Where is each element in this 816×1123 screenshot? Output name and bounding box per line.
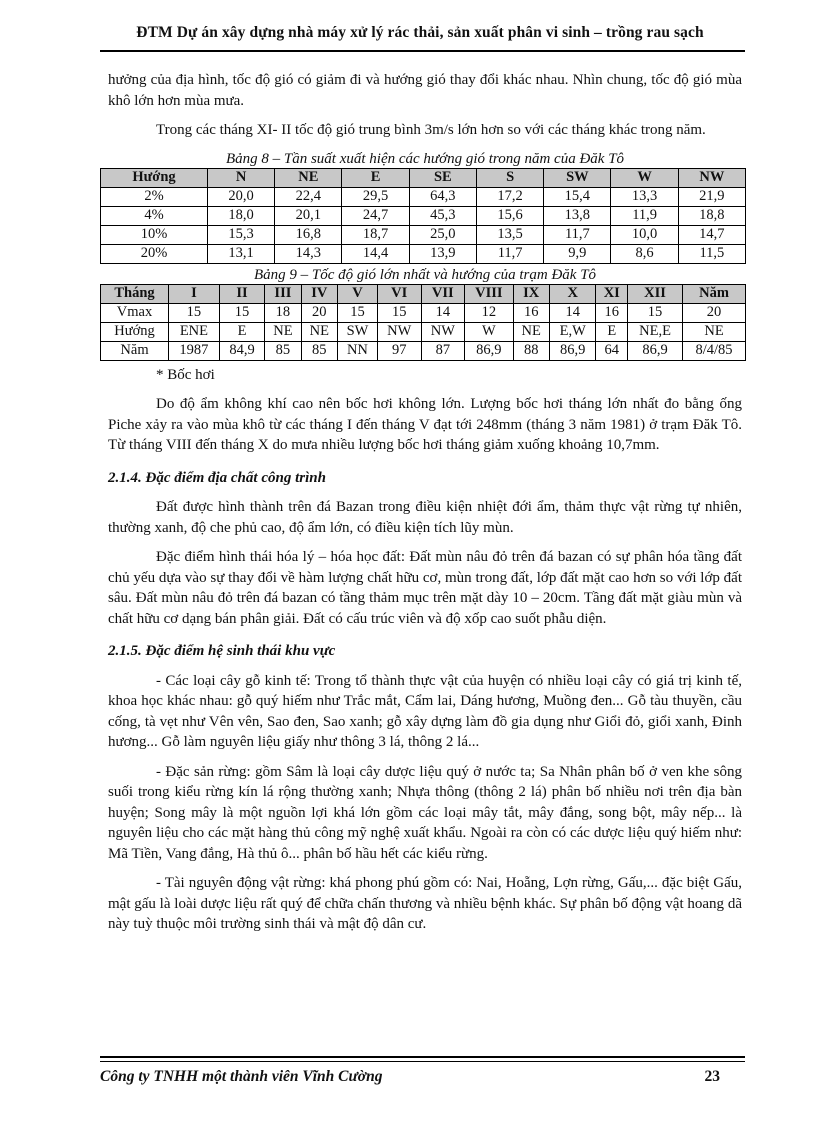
table9-cell: SW bbox=[337, 322, 377, 341]
table8-row bbox=[101, 187, 746, 206]
table9-row bbox=[101, 341, 746, 360]
table8-caption: Bảng 8 – Tần suất xuất hiện các hướng gió trong năm của Đăk Tô bbox=[225, 150, 625, 167]
table9-cell: 97 bbox=[377, 341, 421, 360]
section-heading-2-1-4: 2.1.4. Đặc điểm địa chất công trình bbox=[108, 469, 326, 486]
page-number: 23 bbox=[704, 1068, 720, 1085]
table8-cell: 21,9 bbox=[678, 187, 745, 206]
table8-cell: 15,3 bbox=[207, 225, 274, 244]
table8-cell: 15,6 bbox=[476, 206, 543, 225]
table9-header-cell: V bbox=[337, 284, 377, 303]
table8-cell: 11,5 bbox=[678, 244, 745, 263]
table8-row bbox=[101, 244, 746, 263]
footer-rule-thin bbox=[100, 1061, 745, 1062]
table8-row bbox=[101, 206, 746, 225]
table9-cell: 84,9 bbox=[219, 341, 264, 360]
table9-cell: E,W bbox=[549, 322, 596, 341]
table9-cell: 15 bbox=[628, 303, 683, 322]
table9-header-cell: XI bbox=[596, 284, 628, 303]
table9-caption: Bảng 9 – Tốc độ gió lớn nhất và hướng của trạm Đăk Tô bbox=[253, 266, 597, 283]
table8 bbox=[100, 168, 746, 264]
table9-header-cell: III bbox=[265, 284, 301, 303]
table8-cell: 25,0 bbox=[409, 225, 476, 244]
table9-cell: 15 bbox=[377, 303, 421, 322]
table9-cell: 86,9 bbox=[628, 341, 683, 360]
table9-row bbox=[101, 322, 746, 341]
footer-company: Công ty TNHH một thành viên Vĩnh Cường bbox=[100, 1068, 383, 1085]
table9-header-cell: VII bbox=[421, 284, 465, 303]
table8-cell: 15,4 bbox=[544, 187, 611, 206]
table8-cell: 14,4 bbox=[342, 244, 409, 263]
table8-cell: 20,1 bbox=[275, 206, 342, 225]
paragraph: - Các loại cây gỗ kinh tế: Trong tổ thành thực vật của huyện có nhiều loại cây có giá trị kinh tế, khoa học khác nhau: gỗ quý hiếm như Trắc mắt, Cẩm lai, Dáng hương, Muồng đen... Gỗ tàu thuyền, cầu cống, tà vẹt như Vên vên, Sao đen, Sao xanh; gỗ xây dựng làm đồ gia dụng như Giổi đỏ, giổi xanh, Đinh hương... Gỗ làm nguyên liệu giấy như thông 3 lá, thông 2 lá... bbox=[108, 672, 742, 750]
section-heading-2-1-5: 2.1.5. Đặc điểm hệ sinh thái khu vực bbox=[108, 643, 336, 659]
table9-cell: 14 bbox=[421, 303, 465, 322]
table8-cell: 11,7 bbox=[544, 225, 611, 244]
table9-cell: NE,E bbox=[628, 322, 683, 341]
table9-cell: 86,9 bbox=[465, 341, 513, 360]
table9-header-cell: IX bbox=[513, 284, 549, 303]
table9-cell: 16 bbox=[596, 303, 628, 322]
table8-cell: 8,6 bbox=[611, 244, 678, 263]
table8-cell: 13,3 bbox=[611, 187, 678, 206]
table9-cell: 18 bbox=[265, 303, 301, 322]
table9-header-cell: Tháng bbox=[101, 284, 169, 303]
table9-header-cell: VI bbox=[377, 284, 421, 303]
table9-cell: ENE bbox=[169, 322, 220, 341]
table9 bbox=[100, 284, 746, 361]
paragraph: Trong các tháng XI- II tốc độ gió trung bình 3m/s lớn hơn so với các tháng khác trong năm. bbox=[156, 122, 706, 138]
table9-header-cell: I bbox=[169, 284, 220, 303]
paragraph: Do độ ẩm không khí cao nên bốc hơi không lớn. Lượng bốc hơi tháng lớn nhất đo bằng ống Piche xảy ra vào mùa khô từ các tháng I đến tháng V đạt tới 248mm (tháng 3 năm 1981) ở trạm Đăk Tô. Từ tháng VIII đến tháng X do mưa nhiều lượng bốc hơi tháng giảm xuống khoảng 10,7mm. bbox=[108, 396, 742, 453]
table9-header-cell: VIII bbox=[465, 284, 513, 303]
table9-header-cell: XII bbox=[628, 284, 683, 303]
table8-cell: 18,0 bbox=[207, 206, 274, 225]
table9-cell: W bbox=[465, 322, 513, 341]
table9-cell: 16 bbox=[513, 303, 549, 322]
paragraph: hưởng của địa hình, tốc độ gió có giảm đi và hướng gió thay đổi khác nhau. Nhìn chung, tốc độ gió mùa khô lớn hơn mùa mưa. bbox=[108, 72, 742, 109]
table9-cell: 20 bbox=[301, 303, 337, 322]
table8-cell: 18,7 bbox=[342, 225, 409, 244]
table8-cell: 29,5 bbox=[342, 187, 409, 206]
page-footer bbox=[100, 1068, 720, 1086]
table8-cell: 10,0 bbox=[611, 225, 678, 244]
table8-header-cell: SE bbox=[409, 168, 476, 187]
table9-cell: NW bbox=[377, 322, 421, 341]
table8-cell: 13,8 bbox=[544, 206, 611, 225]
table8-cell: 22,4 bbox=[275, 187, 342, 206]
table9-cell: 88 bbox=[513, 341, 549, 360]
table8-cell: 14,3 bbox=[275, 244, 342, 263]
table8-cell: 11,9 bbox=[611, 206, 678, 225]
table8-cell: 4% bbox=[101, 206, 208, 225]
table9-header-cell: II bbox=[219, 284, 264, 303]
table8-cell: 18,8 bbox=[678, 206, 745, 225]
page-body bbox=[108, 70, 742, 944]
table8-cell: 16,8 bbox=[275, 225, 342, 244]
table8-header-cell: SW bbox=[544, 168, 611, 187]
table9-cell: NE bbox=[265, 322, 301, 341]
boc-hoi-title: * Bốc hơi bbox=[156, 366, 215, 383]
table9-cell: 14 bbox=[549, 303, 596, 322]
table8-cell: 14,7 bbox=[678, 225, 745, 244]
table9-cell: NE bbox=[683, 322, 746, 341]
table8-cell: 13,5 bbox=[476, 225, 543, 244]
table8-cell: 45,3 bbox=[409, 206, 476, 225]
paragraph: - Đặc sản rừng: gồm Sâm là loại cây dược liệu quý ở nước ta; Sa Nhân phân bố ở ven khe sông suối trong kiểu rừng kín lá rộng thường xanh; Nhựa thông (thông 2 lá) phân bố nhiều nơi trên địa bàn huyện; Song mây là một nguồn lợi khá lớn gồm các loại mây tắt, mây đắng, song bột, mây nếp... là nguyên liệu cho các mặt hàng thủ công mỹ nghệ xuất khẩu. Ngoài ra còn có các dược liệu quý hiếm như: Mã Tiền, Vang đắng, Hà thủ ô... phân bố hầu hết các kiểu rừng. bbox=[108, 763, 742, 862]
table9-cell: 87 bbox=[421, 341, 465, 360]
table9-cell: NW bbox=[421, 322, 465, 341]
table9-cell: 12 bbox=[465, 303, 513, 322]
table9-cell: Năm bbox=[101, 341, 169, 360]
table9-cell: 86,9 bbox=[549, 341, 596, 360]
table9-cell: 85 bbox=[301, 341, 337, 360]
table8-header-cell: W bbox=[611, 168, 678, 187]
table9-header-cell: Năm bbox=[683, 284, 746, 303]
table8-cell: 17,2 bbox=[476, 187, 543, 206]
table9-cell: 20 bbox=[683, 303, 746, 322]
table9-row bbox=[101, 303, 746, 322]
table8-cell: 64,3 bbox=[409, 187, 476, 206]
table8-cell: 20% bbox=[101, 244, 208, 263]
table8-header-cell: Hướng bbox=[101, 168, 208, 187]
table8-cell: 10% bbox=[101, 225, 208, 244]
table8-cell: 24,7 bbox=[342, 206, 409, 225]
table9-cell: NN bbox=[337, 341, 377, 360]
table8-cell: 13,9 bbox=[409, 244, 476, 263]
table9-cell: Hướng bbox=[101, 322, 169, 341]
table9-cell: 15 bbox=[337, 303, 377, 322]
table9-cell: 15 bbox=[219, 303, 264, 322]
table9-cell: 85 bbox=[265, 341, 301, 360]
table8-cell: 11,7 bbox=[476, 244, 543, 263]
table9-cell: 8/4/85 bbox=[683, 341, 746, 360]
table8-header-cell: NE bbox=[275, 168, 342, 187]
table9-cell: Vmax bbox=[101, 303, 169, 322]
table9-cell: NE bbox=[301, 322, 337, 341]
table9-header-cell: X bbox=[549, 284, 596, 303]
table8-cell: 20,0 bbox=[207, 187, 274, 206]
table8-cell: 9,9 bbox=[544, 244, 611, 263]
table9-cell: NE bbox=[513, 322, 549, 341]
table9-header-cell: IV bbox=[301, 284, 337, 303]
header-rule bbox=[100, 50, 745, 52]
table8-cell: 13,1 bbox=[207, 244, 274, 263]
page-header: ĐTM Dự án xây dựng nhà máy xử lý rác thải, sản xuất phân vi sinh – trồng rau sạch bbox=[136, 24, 704, 41]
table8-header-cell: N bbox=[207, 168, 274, 187]
paragraph: Đặc điểm hình thái hóa lý – hóa học đất: Đất mùn nâu đỏ trên đá bazan có sự phân hóa tầng đất chủ yếu dựa vào sự thay đổi về hàm lượng chất hữu cơ, mùn trong đất, lớp đất mặt cao hơn so với lớp đất sâu. Đất mùn nâu đỏ trên đá bazan có tầng thảm mục trên mặt dày 10 – 20cm. Tầng đất mặt giàu mùn và chất hữu cơ dạng bán phân giải. Đất có cấu trúc viên và độ xốp cao suốt phẫu diện. bbox=[108, 549, 742, 627]
table8-header-cell: E bbox=[342, 168, 409, 187]
table9-cell: 64 bbox=[596, 341, 628, 360]
table9-cell: E bbox=[596, 322, 628, 341]
paragraph: Đất được hình thành trên đá Bazan trong điều kiện nhiệt đới ẩm, thảm thực vật rừng tự nhiên, thường xanh, độ che phủ cao, độ ẩm lớn, có điều kiện tích lũy mùn. bbox=[108, 499, 742, 536]
table9-cell: 15 bbox=[169, 303, 220, 322]
table8-row bbox=[101, 225, 746, 244]
table8-header-cell: NW bbox=[678, 168, 745, 187]
footer-rule bbox=[100, 1056, 745, 1058]
table9-cell: 1987 bbox=[169, 341, 220, 360]
table8-cell: 2% bbox=[101, 187, 208, 206]
table8-header-cell: S bbox=[476, 168, 543, 187]
table9-cell: E bbox=[219, 322, 264, 341]
paragraph: - Tài nguyên động vật rừng: khá phong phú gồm có: Nai, Hoẵng, Lợn rừng, Gấu,... đặc biệt Gấu, mật gấu là loài dược liệu rất quý để chữa chấn thương và nhiều bệnh khác. Sự phân bố động vật hoang dã này tuỳ thuộc môi trường sinh thái và mật độ dân cư. bbox=[108, 875, 742, 932]
